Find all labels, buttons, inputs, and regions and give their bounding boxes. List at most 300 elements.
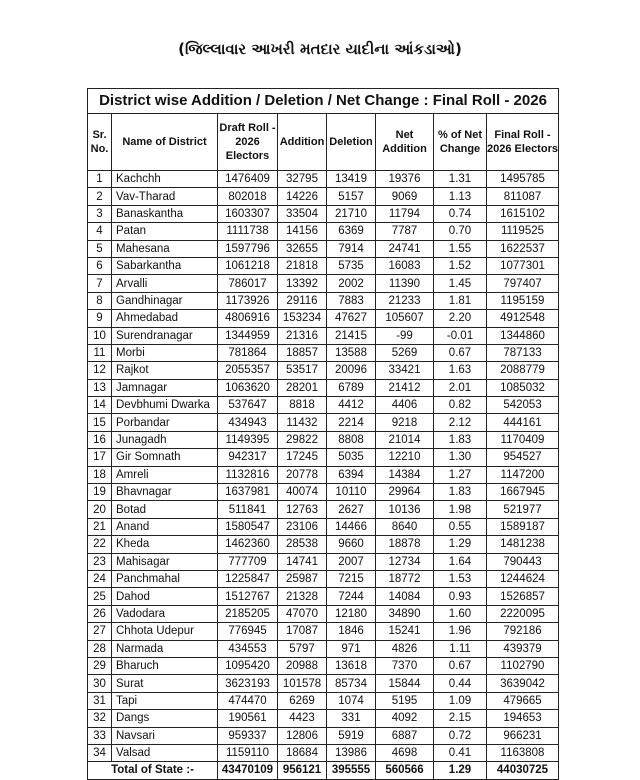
table-title: District wise Addition / Deletion / Net Change : Final Roll - 2026 [87, 88, 559, 113]
cell-percent-change: 1.30 [434, 449, 487, 466]
cell-district-name: Sabarkantha [112, 257, 218, 274]
cell-net-addition: 8640 [376, 518, 434, 535]
cell-final-roll: 1085032 [487, 379, 559, 396]
cell-final-roll: 1667945 [487, 484, 559, 501]
cell-net-addition: 12210 [376, 449, 434, 466]
cell-percent-change: 1.96 [434, 623, 487, 640]
cell-sr-no: 14 [88, 397, 112, 414]
cell-addition: 32795 [278, 171, 327, 188]
cell-sr-no: 20 [88, 501, 112, 518]
cell-final-roll: 954527 [487, 449, 559, 466]
cell-sr-no: 2 [88, 188, 112, 205]
cell-district-name: Chhota Udepur [112, 623, 218, 640]
cell-final-roll: 2088779 [487, 362, 559, 379]
cell-sr-no: 1 [88, 171, 112, 188]
cell-sr-no: 18 [88, 466, 112, 483]
cell-sr-no: 27 [88, 623, 112, 640]
cell-addition: 13392 [278, 275, 327, 292]
cell-addition: 12763 [278, 501, 327, 518]
cell-district-name: Tapi [112, 692, 218, 709]
cell-addition: 12806 [278, 727, 327, 744]
table-row [88, 344, 559, 361]
cell-draft-roll: 1173926 [218, 292, 278, 309]
cell-deletion: 85734 [327, 675, 376, 692]
cell-deletion: 21415 [327, 327, 376, 344]
cell-addition: 17245 [278, 449, 327, 466]
cell-percent-change: 0.41 [434, 744, 487, 761]
table-row [88, 588, 559, 605]
cell-district-name: Ahmedabad [112, 310, 218, 327]
cell-sr-no: 8 [88, 292, 112, 309]
table-row [88, 623, 559, 640]
cell-draft-roll: 959337 [218, 727, 278, 744]
cell-addition: 21328 [278, 588, 327, 605]
cell-draft-roll: 511841 [218, 501, 278, 518]
cell-net-addition: 5195 [376, 692, 434, 709]
cell-net-addition: 105607 [376, 310, 434, 327]
cell-district-name: Amreli [112, 466, 218, 483]
table-body [88, 171, 559, 762]
cell-final-roll: 1170409 [487, 431, 559, 448]
cell-addition: 8818 [278, 397, 327, 414]
total-percent-change: 1.29 [434, 762, 487, 780]
cell-district-name: Dangs [112, 710, 218, 727]
cell-draft-roll: 802018 [218, 188, 278, 205]
cell-deletion: 1846 [327, 623, 376, 640]
cell-net-addition: 24741 [376, 240, 434, 257]
cell-deletion: 2627 [327, 501, 376, 518]
cell-deletion: 7215 [327, 570, 376, 587]
cell-sr-no: 19 [88, 484, 112, 501]
cell-percent-change: 1.60 [434, 605, 487, 622]
cell-net-addition: 12734 [376, 553, 434, 570]
cell-addition: 4423 [278, 710, 327, 727]
cell-sr-no: 3 [88, 205, 112, 222]
header-final-roll: Final Roll - 2026 Electors [487, 114, 559, 171]
cell-net-addition: 11390 [376, 275, 434, 292]
cell-net-addition: 14084 [376, 588, 434, 605]
cell-sr-no: 29 [88, 657, 112, 674]
cell-sr-no: 30 [88, 675, 112, 692]
cell-deletion: 47627 [327, 310, 376, 327]
cell-final-roll: 1344860 [487, 327, 559, 344]
cell-sr-no: 21 [88, 518, 112, 535]
cell-final-roll: 797407 [487, 275, 559, 292]
cell-sr-no: 26 [88, 605, 112, 622]
cell-final-roll: 790443 [487, 553, 559, 570]
cell-final-roll: 1244624 [487, 570, 559, 587]
cell-sr-no: 4 [88, 223, 112, 240]
cell-district-name: Jamnagar [112, 379, 218, 396]
cell-deletion: 2002 [327, 275, 376, 292]
cell-sr-no: 31 [88, 692, 112, 709]
cell-addition: 21818 [278, 257, 327, 274]
cell-district-name: Mahesana [112, 240, 218, 257]
header-district: Name of District [112, 114, 218, 171]
header-percent-change: % of Net Change [434, 114, 487, 171]
cell-draft-roll: 1111738 [218, 223, 278, 240]
cell-draft-roll: 777709 [218, 553, 278, 570]
table-row [88, 466, 559, 483]
cell-final-roll: 1077301 [487, 257, 559, 274]
table-row [88, 692, 559, 709]
cell-draft-roll: 1149395 [218, 431, 278, 448]
table-row [88, 431, 559, 448]
cell-deletion: 14466 [327, 518, 376, 535]
cell-percent-change: 2.20 [434, 310, 487, 327]
cell-final-roll: 479665 [487, 692, 559, 709]
cell-net-addition: 7370 [376, 657, 434, 674]
cell-deletion: 13986 [327, 744, 376, 761]
table-row [88, 484, 559, 501]
cell-addition: 6269 [278, 692, 327, 709]
cell-percent-change: 0.70 [434, 223, 487, 240]
cell-sr-no: 5 [88, 240, 112, 257]
cell-percent-change: 1.31 [434, 171, 487, 188]
cell-district-name: Gandhinagar [112, 292, 218, 309]
cell-percent-change: 1.64 [434, 553, 487, 570]
cell-addition: 20988 [278, 657, 327, 674]
cell-percent-change: 0.82 [434, 397, 487, 414]
cell-final-roll: 439379 [487, 640, 559, 657]
header-sr-no: Sr. No. [88, 114, 112, 171]
cell-percent-change: 1.11 [434, 640, 487, 657]
cell-sr-no: 22 [88, 536, 112, 553]
cell-percent-change: 0.67 [434, 344, 487, 361]
cell-district-name: Dahod [112, 588, 218, 605]
cell-sr-no: 23 [88, 553, 112, 570]
cell-draft-roll: 1132816 [218, 466, 278, 483]
header-draft-roll: Draft Roll - 2026 Electors [218, 114, 278, 171]
cell-district-name: Rajkot [112, 362, 218, 379]
cell-deletion: 13419 [327, 171, 376, 188]
cell-net-addition: 7787 [376, 223, 434, 240]
cell-addition: 29822 [278, 431, 327, 448]
cell-district-name: Banaskantha [112, 205, 218, 222]
table-row [88, 171, 559, 188]
cell-deletion: 4412 [327, 397, 376, 414]
cell-final-roll: 1615102 [487, 205, 559, 222]
cell-addition: 25987 [278, 570, 327, 587]
cell-net-addition: 5269 [376, 344, 434, 361]
district-table [87, 88, 559, 780]
cell-percent-change: 1.55 [434, 240, 487, 257]
table-row [88, 397, 559, 414]
cell-percent-change: 0.44 [434, 675, 487, 692]
cell-sr-no: 32 [88, 710, 112, 727]
table-row [88, 310, 559, 327]
cell-deletion: 5157 [327, 188, 376, 205]
total-label: Total of State :- [88, 762, 218, 780]
cell-net-addition: 21233 [376, 292, 434, 309]
table-row [88, 449, 559, 466]
cell-district-name: Patan [112, 223, 218, 240]
cell-net-addition: 11794 [376, 205, 434, 222]
table-row [88, 553, 559, 570]
cell-final-roll: 792186 [487, 623, 559, 640]
cell-district-name: Bhavnagar [112, 484, 218, 501]
cell-net-addition: 4092 [376, 710, 434, 727]
cell-deletion: 2214 [327, 414, 376, 431]
cell-deletion: 13588 [327, 344, 376, 361]
header-addition: Addition [278, 114, 327, 171]
cell-final-roll: 1495785 [487, 171, 559, 188]
cell-deletion: 5735 [327, 257, 376, 274]
cell-deletion: 5919 [327, 727, 376, 744]
cell-deletion: 971 [327, 640, 376, 657]
cell-sr-no: 11 [88, 344, 112, 361]
cell-district-name: Porbandar [112, 414, 218, 431]
table-row [88, 605, 559, 622]
cell-deletion: 10110 [327, 484, 376, 501]
table-row [88, 501, 559, 518]
cell-percent-change: 0.67 [434, 657, 487, 674]
total-addition: 956121 [278, 762, 327, 780]
cell-deletion: 1074 [327, 692, 376, 709]
total-net-addition: 560566 [376, 762, 434, 780]
cell-final-roll: 1119525 [487, 223, 559, 240]
cell-net-addition: 21014 [376, 431, 434, 448]
cell-deletion: 7883 [327, 292, 376, 309]
cell-percent-change: 0.74 [434, 205, 487, 222]
table-row [88, 570, 559, 587]
table-row [88, 379, 559, 396]
cell-draft-roll: 1580547 [218, 518, 278, 535]
cell-draft-roll: 434553 [218, 640, 278, 657]
cell-net-addition: 10136 [376, 501, 434, 518]
cell-addition: 18684 [278, 744, 327, 761]
cell-percent-change: 2.01 [434, 379, 487, 396]
cell-final-roll: 1622537 [487, 240, 559, 257]
cell-sr-no: 7 [88, 275, 112, 292]
cell-addition: 101578 [278, 675, 327, 692]
cell-net-addition: 4698 [376, 744, 434, 761]
table-footer [88, 762, 559, 780]
cell-percent-change: 1.13 [434, 188, 487, 205]
table-row [88, 640, 559, 657]
table-row [88, 240, 559, 257]
table-row [88, 275, 559, 292]
cell-addition: 23106 [278, 518, 327, 535]
cell-draft-roll: 776945 [218, 623, 278, 640]
cell-final-roll: 2220095 [487, 605, 559, 622]
cell-draft-roll: 1603307 [218, 205, 278, 222]
cell-deletion: 6369 [327, 223, 376, 240]
table-row [88, 257, 559, 274]
cell-percent-change: 1.27 [434, 466, 487, 483]
total-deletion: 395555 [327, 762, 376, 780]
table-row [88, 518, 559, 535]
cell-net-addition: 19376 [376, 171, 434, 188]
cell-district-name: Kachchh [112, 171, 218, 188]
cell-deletion: 331 [327, 710, 376, 727]
cell-draft-roll: 1159110 [218, 744, 278, 761]
cell-net-addition: 33421 [376, 362, 434, 379]
cell-district-name: Navsari [112, 727, 218, 744]
cell-draft-roll: 4806916 [218, 310, 278, 327]
header-deletion: Deletion [327, 114, 376, 171]
cell-draft-roll: 434943 [218, 414, 278, 431]
cell-draft-roll: 1061218 [218, 257, 278, 274]
cell-net-addition: 4406 [376, 397, 434, 414]
cell-final-roll: 3639042 [487, 675, 559, 692]
cell-draft-roll: 781864 [218, 344, 278, 361]
table-row [88, 188, 559, 205]
cell-district-name: Narmada [112, 640, 218, 657]
cell-deletion: 21710 [327, 205, 376, 222]
cell-district-name: Surendranagar [112, 327, 218, 344]
cell-addition: 11432 [278, 414, 327, 431]
table-row [88, 536, 559, 553]
cell-draft-roll: 190561 [218, 710, 278, 727]
table-header [88, 114, 559, 171]
cell-draft-roll: 1344959 [218, 327, 278, 344]
cell-addition: 14226 [278, 188, 327, 205]
header-net-addition: Net Addition [376, 114, 434, 171]
table-row [88, 414, 559, 431]
cell-final-roll: 787133 [487, 344, 559, 361]
cell-draft-roll: 1597796 [218, 240, 278, 257]
cell-draft-roll: 474470 [218, 692, 278, 709]
cell-deletion: 9660 [327, 536, 376, 553]
cell-district-name: Mahisagar [112, 553, 218, 570]
cell-sr-no: 33 [88, 727, 112, 744]
cell-deletion: 13618 [327, 657, 376, 674]
cell-net-addition: -99 [376, 327, 434, 344]
cell-deletion: 7914 [327, 240, 376, 257]
cell-percent-change: 1.81 [434, 292, 487, 309]
cell-sr-no: 34 [88, 744, 112, 761]
cell-district-name: Junagadh [112, 431, 218, 448]
cell-deletion: 2007 [327, 553, 376, 570]
cell-draft-roll: 2055357 [218, 362, 278, 379]
total-row [88, 762, 559, 780]
cell-addition: 32655 [278, 240, 327, 257]
cell-sr-no: 13 [88, 379, 112, 396]
cell-draft-roll: 1512767 [218, 588, 278, 605]
cell-percent-change: 1.63 [434, 362, 487, 379]
table-row [88, 362, 559, 379]
cell-final-roll: 966231 [487, 727, 559, 744]
table-row [88, 327, 559, 344]
cell-percent-change: 1.29 [434, 536, 487, 553]
cell-percent-change: 1.52 [434, 257, 487, 274]
page-heading: (જિલ્લાવાર આખરી મતદાર યાદીના આંકડાઓ) [178, 40, 462, 58]
table-row [88, 710, 559, 727]
cell-percent-change: 0.55 [434, 518, 487, 535]
table-row [88, 657, 559, 674]
cell-deletion: 6394 [327, 466, 376, 483]
cell-district-name: Surat [112, 675, 218, 692]
cell-district-name: Vav-Tharad [112, 188, 218, 205]
cell-percent-change: 1.45 [434, 275, 487, 292]
cell-deletion: 8808 [327, 431, 376, 448]
cell-net-addition: 18878 [376, 536, 434, 553]
cell-draft-roll: 1225847 [218, 570, 278, 587]
cell-draft-roll: 1095420 [218, 657, 278, 674]
cell-addition: 14741 [278, 553, 327, 570]
cell-percent-change: 1.53 [434, 570, 487, 587]
cell-addition: 33504 [278, 205, 327, 222]
cell-final-roll: 444161 [487, 414, 559, 431]
cell-percent-change: 2.15 [434, 710, 487, 727]
cell-net-addition: 15241 [376, 623, 434, 640]
cell-final-roll: 521977 [487, 501, 559, 518]
cell-sr-no: 9 [88, 310, 112, 327]
table-row [88, 744, 559, 761]
cell-draft-roll: 2185205 [218, 605, 278, 622]
cell-final-roll: 194653 [487, 710, 559, 727]
cell-net-addition: 9218 [376, 414, 434, 431]
cell-deletion: 6789 [327, 379, 376, 396]
cell-net-addition: 21412 [376, 379, 434, 396]
cell-sr-no: 6 [88, 257, 112, 274]
table-row [88, 292, 559, 309]
cell-deletion: 12180 [327, 605, 376, 622]
cell-district-name: Bharuch [112, 657, 218, 674]
table-row [88, 205, 559, 222]
cell-percent-change: 1.83 [434, 484, 487, 501]
cell-percent-change: 1.83 [434, 431, 487, 448]
cell-net-addition: 29964 [376, 484, 434, 501]
cell-draft-roll: 942317 [218, 449, 278, 466]
cell-draft-roll: 3623193 [218, 675, 278, 692]
cell-final-roll: 1147200 [487, 466, 559, 483]
cell-final-roll: 1526857 [487, 588, 559, 605]
cell-sr-no: 24 [88, 570, 112, 587]
cell-draft-roll: 1462360 [218, 536, 278, 553]
cell-deletion: 20096 [327, 362, 376, 379]
table-row [88, 675, 559, 692]
cell-net-addition: 9069 [376, 188, 434, 205]
cell-district-name: Devbhumi Dwarka [112, 397, 218, 414]
cell-district-name: Valsad [112, 744, 218, 761]
cell-district-name: Panchmahal [112, 570, 218, 587]
cell-district-name: Arvalli [112, 275, 218, 292]
cell-addition: 18857 [278, 344, 327, 361]
cell-addition: 29116 [278, 292, 327, 309]
cell-deletion: 7244 [327, 588, 376, 605]
cell-final-roll: 1481238 [487, 536, 559, 553]
cell-district-name: Kheda [112, 536, 218, 553]
cell-net-addition: 14384 [376, 466, 434, 483]
cell-addition: 40074 [278, 484, 327, 501]
total-final-roll: 44030725 [487, 762, 559, 780]
cell-net-addition: 34890 [376, 605, 434, 622]
cell-final-roll: 1589187 [487, 518, 559, 535]
cell-addition: 53517 [278, 362, 327, 379]
table-row [88, 727, 559, 744]
cell-final-roll: 1195159 [487, 292, 559, 309]
cell-addition: 17087 [278, 623, 327, 640]
cell-draft-roll: 537647 [218, 397, 278, 414]
cell-district-name: Botad [112, 501, 218, 518]
cell-deletion: 5035 [327, 449, 376, 466]
total-draft-roll: 43470109 [218, 762, 278, 780]
cell-district-name: Anand [112, 518, 218, 535]
cell-sr-no: 15 [88, 414, 112, 431]
cell-addition: 5797 [278, 640, 327, 657]
cell-percent-change: 2.12 [434, 414, 487, 431]
cell-final-roll: 542053 [487, 397, 559, 414]
cell-percent-change: 1.09 [434, 692, 487, 709]
cell-final-roll: 811087 [487, 188, 559, 205]
cell-sr-no: 10 [88, 327, 112, 344]
cell-sr-no: 12 [88, 362, 112, 379]
cell-addition: 14156 [278, 223, 327, 240]
cell-draft-roll: 1063620 [218, 379, 278, 396]
cell-draft-roll: 1476409 [218, 171, 278, 188]
